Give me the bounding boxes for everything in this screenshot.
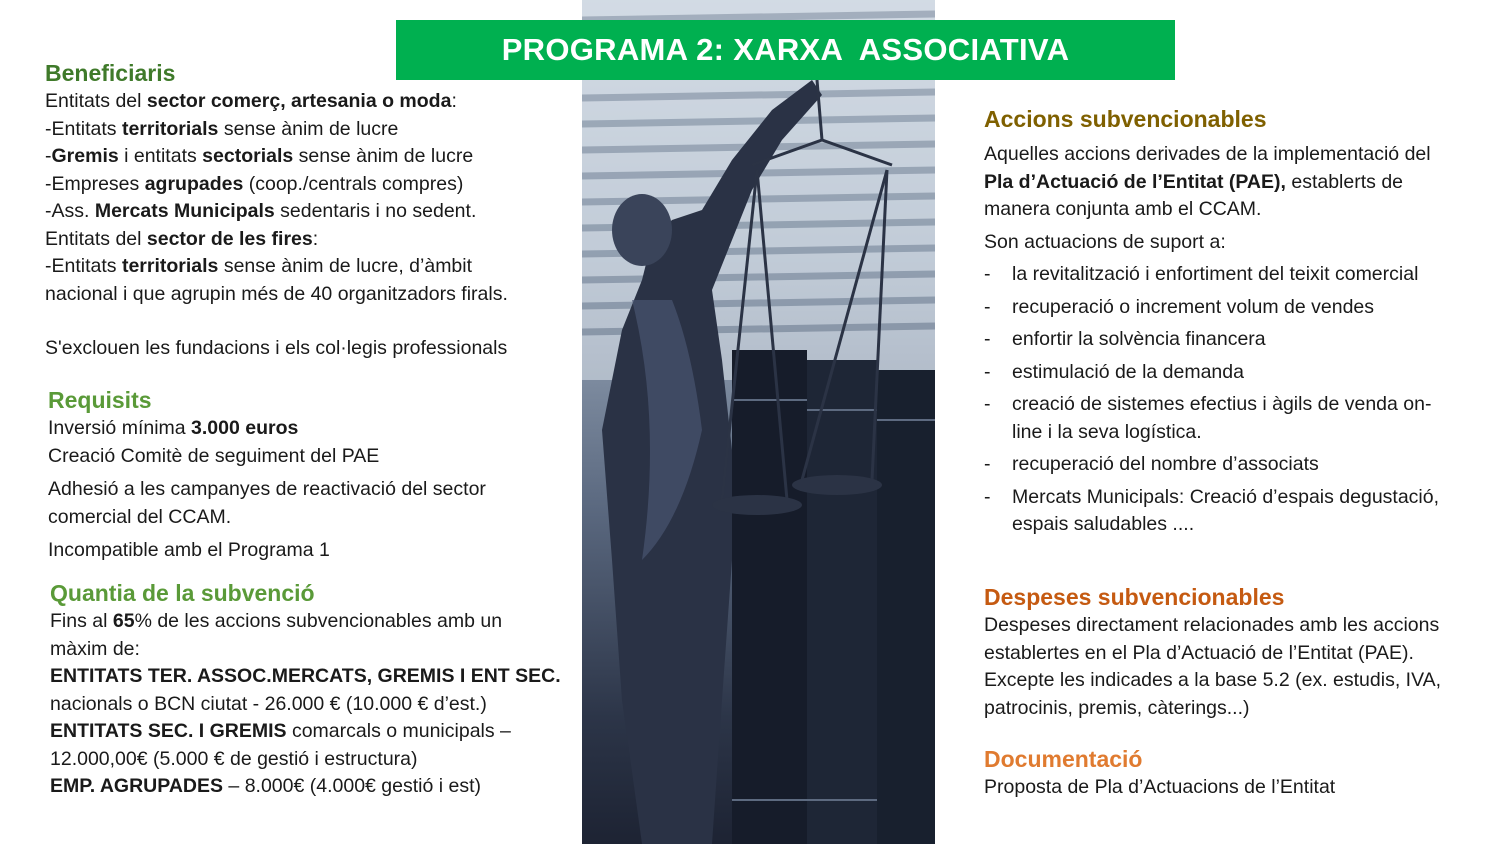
exclusion-note: S'exclouen les fundacions i els col·legis professionals [45,337,508,359]
beneficiaris-line: -Ass. Mercats Municipals sedentaris i no sedent. [45,200,477,222]
beneficiaris-heading: Beneficiaris [45,60,176,86]
quantia-section [50,578,575,801]
list-item: - enfortir la solvència financera [984,328,1266,350]
accions-heading: Accions subvencionables [984,106,1267,132]
beneficiaris-line: -Entitats territorials sense ànim de lucre, d’àmbit [45,255,473,277]
accions-line: Aquelles accions derivades de la implementació del [984,143,1431,165]
requisits-section [48,385,568,565]
beneficiaris-line: -Empreses agrupades (coop./centrals compres) [45,172,464,195]
requisits-heading: Requisits [48,387,152,413]
quantia-line: màxim de: [50,637,140,660]
list-item: - creació de sistemes efectius i àgils de venda on- line i la seva logística. [984,393,1432,443]
quantia-line: EMP. AGRUPADES – 8.000€ (4.000€ gestió i est) [50,775,482,797]
list-item: - estimulació de la demanda [984,360,1244,383]
despeses-line: Excepte les indicades a la base 5.2 (ex. estudis, IVA, [984,669,1442,691]
despeses-line: Despeses directament relacionades amb les accions [984,614,1440,636]
requisit-line: comercial del CCAM. [48,505,232,528]
quantia-line: ENTITATS TER. ASSOC.MERCATS, GREMIS I ENT SEC. [50,665,561,687]
documentacio-line: Proposta de Pla d’Actuacions de l’Entitat [984,776,1336,798]
accions-line: Son actuacions de suport a: [984,230,1226,253]
justice-statue-photo [582,0,935,844]
beneficiaris-line: Entitats del sector comerç, artesania o moda: [45,90,457,112]
beneficiaris-line: -Gremis i entitats sectorials sense ànim de lucre [45,145,474,167]
despeses-line: patrocinis, premis, càterings...) [984,696,1250,719]
requisit-line: Creació Comitè de seguiment del PAE [48,444,380,467]
documentacio-section [984,744,1484,802]
accions-line: manera conjunta amb el CCAM. [984,198,1262,220]
list-item: - Mercats Municipals: Creació d’espais degustació, espais saludables .... [984,485,1440,535]
list-item: - recuperació o increment volum de vendes [984,295,1375,318]
quantia-line: 12.000,00€ (5.000 € de gestió i estructura) [50,747,418,770]
list-item: - recuperació del nombre d’associats [984,453,1319,475]
accions-section [984,104,1484,539]
title-banner [396,20,1175,80]
requisit-line: Inversió mínima 3.000 euros [48,417,299,439]
accions-line: Pla d’Actuació de l’Entitat (PAE), establerts de [984,170,1404,193]
beneficiaris-line: -Entitats territorials sense ànim de lucre [45,117,399,140]
list-item: - la revitalització i enfortiment del teixit comercial [984,263,1419,285]
quantia-heading: Quantia de la subvenció [50,580,315,606]
quantia-line: ENTITATS SEC. I GREMIS comarcals o municipals – [50,720,511,742]
documentacio-heading: Documentació [984,746,1143,772]
beneficiaris-section [45,58,565,363]
despeses-section [984,582,1484,722]
requisit-line: Incompatible amb el Programa 1 [48,539,330,561]
requisit-line: Adhesió a les campanyes de reactivació del sector [48,478,486,500]
beneficiaris-line: Entitats del sector de les fires: [45,227,319,250]
despeses-heading: Despeses subvencionables [984,584,1285,610]
quantia-line: nacionals o BCN ciutat - 26.000 € (10.000 € d’est.) [50,692,487,715]
despeses-line: establertes en el Pla d’Actuació de l’Entitat (PAE). [984,641,1414,664]
beneficiaris-line: nacional i que agrupin més de 40 organitzadors firals. [45,282,508,305]
quantia-line: Fins al 65% de les accions subvencionables amb un [50,610,503,632]
page-title: PROGRAMA 2: XARXA ASSOCIATIVA [501,32,1070,67]
